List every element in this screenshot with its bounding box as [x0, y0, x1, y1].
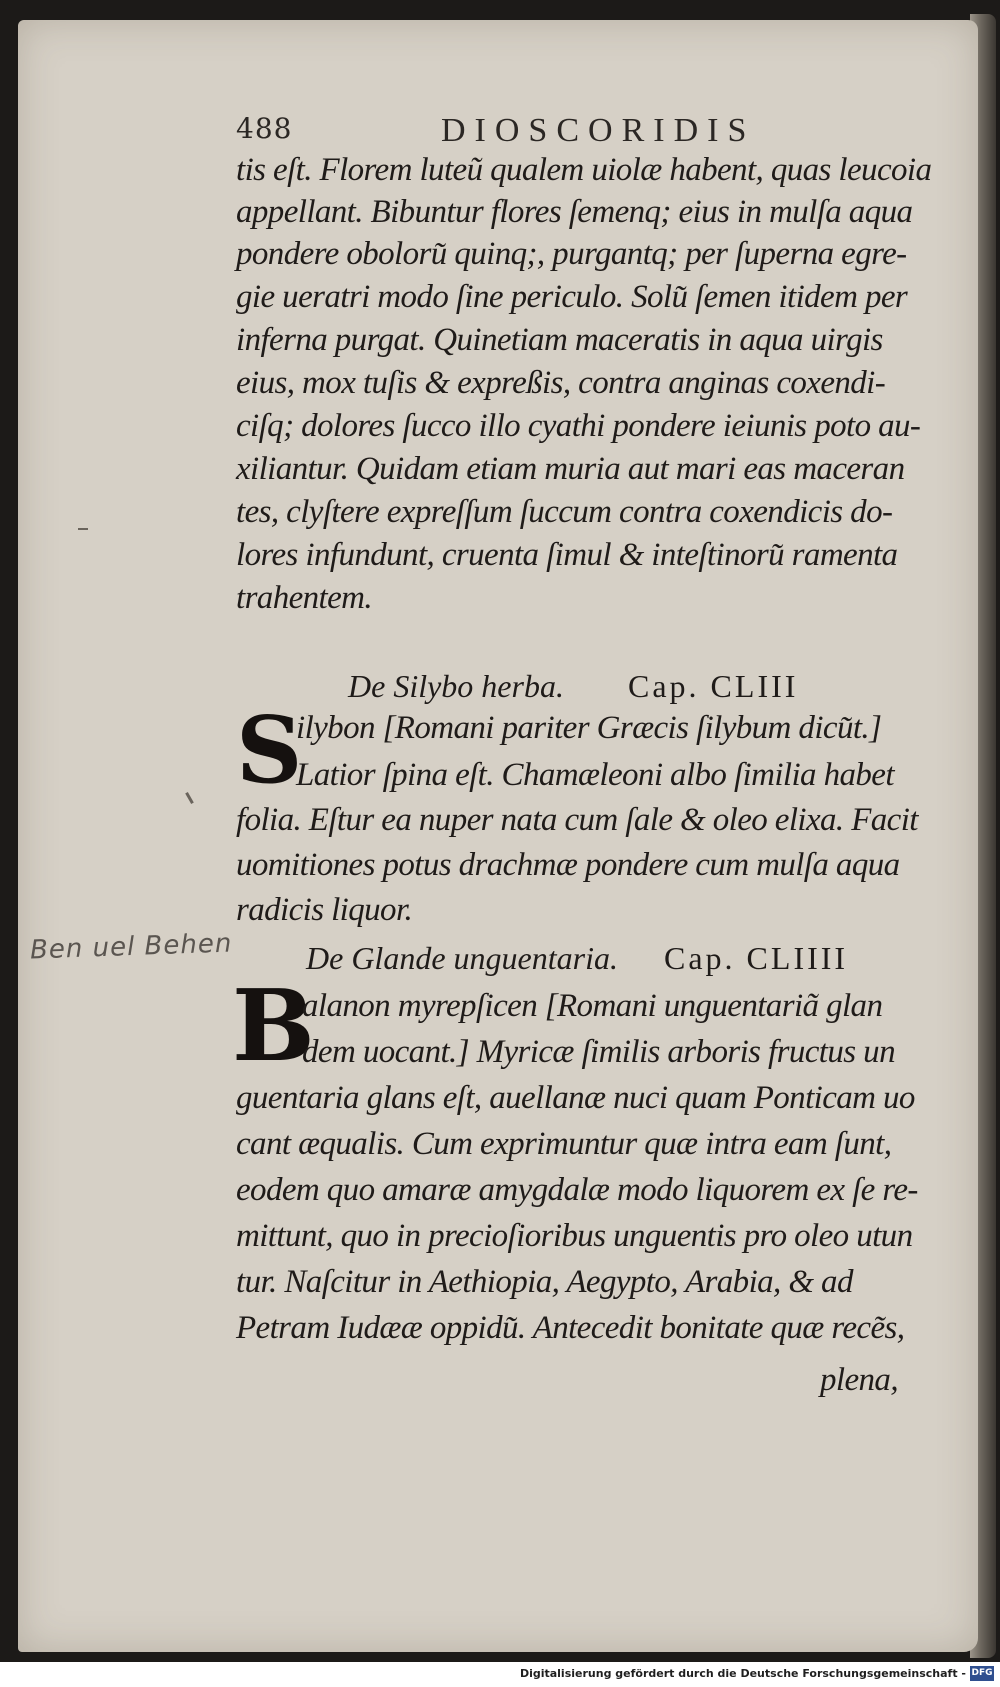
catchword: plena,: [820, 1362, 898, 1398]
chapter-line: folia. Eſtur ea nuper nata cum ſale & oleo elixa. Facit: [236, 802, 918, 838]
chapter-line: cant æqualis. Cum exprimuntur quæ intra eam ſunt,: [236, 1126, 892, 1162]
drop-cap-initial: S: [236, 696, 303, 804]
chapter-line: radicis liquor.: [236, 892, 413, 928]
chapter-line: dem uocant.] Myricæ ſimilis arboris fructus un: [302, 1034, 895, 1070]
body-line: xiliantur. Quidam etiam muria aut mari eas maceran: [236, 451, 905, 487]
body-line: trahentem.: [236, 580, 373, 616]
body-line: pondere oboloru͂ quinq;, purgantq; per ſuperna egre-: [236, 236, 907, 272]
chapter-number: Cap. CLIII: [628, 668, 799, 704]
chapter-line: eodem quo amaræ amygdalæ modo liquorem ex ſe re-: [236, 1172, 918, 1208]
footer-credit: Digitalisierung gefördert durch die Deutsche Forschungsgemeinschaft -: [519, 1667, 966, 1680]
body-line: tis eſt. Florem luteũ qualem uiolæ habent, quas leucoia: [236, 152, 932, 188]
handwritten-margin-note: Ben uel Behen: [29, 928, 233, 966]
running-head: [236, 112, 836, 152]
chapter-line: Petram Iudææ oppidu͂. Antecedit bonitate quæ rece͂s,: [236, 1310, 905, 1346]
chapter-line: ilybon [Romani pariter Græcis ſilybum dicu͂t.]: [296, 710, 882, 746]
body-line: gie ueratri modo ſine periculo. Solu͂ ſemen itidem per: [236, 279, 908, 315]
ink-mark: [78, 528, 88, 530]
chapter-title: De Silybo herba.: [348, 668, 564, 704]
body-line: appellant. Bibuntur flores ſemenq; eius in mulſa aqua: [236, 194, 913, 230]
body-line: tes, clyſtere expreſſum ſuccum contra coxendicis do-: [236, 494, 893, 530]
chapter-title: De Glande unguentaria.: [306, 940, 618, 976]
chapter-line: mittunt, quo in precioſioribus unguentis pro oleo utun: [236, 1218, 913, 1254]
page-number: 488: [236, 112, 293, 145]
footer-bar: [0, 1662, 1000, 1687]
body-line: eius, mox tuſis & expreßis, contra anginas coxendi-: [236, 365, 886, 401]
chapter-line: alanon myrepſicen [Romani unguentariã glan: [302, 988, 883, 1024]
chapter-line: tur. Naſcitur in Aethiopia, Aegypto, Arabia, & ad: [236, 1264, 853, 1300]
body-line: lores infundunt, cruenta ſimul & inteſtinoru͂ ramenta: [236, 537, 898, 573]
drop-cap-initial: B: [232, 969, 315, 1084]
chapter-line: uomitiones potus drachmæ pondere cum mulſa aqua: [236, 847, 900, 883]
chapter-line: guentaria glans eſt, auellanæ nuci quam Ponticam uo: [236, 1080, 915, 1116]
chapter-number: Cap. CLIIII: [664, 940, 849, 976]
running-title: DIOSCORIDIS: [441, 112, 756, 149]
chapter-line: Latior ſpina eſt. Chamæleoni albo ſimilia habet: [296, 757, 894, 793]
body-line: inferna purgat. Quinetiam maceratis in aqua uirgis: [236, 322, 883, 358]
body-line: ciſq; dolores ſucco illo cyathi pondere ieiunis poto au-: [236, 408, 921, 444]
dfg-logo-icon: DFG: [970, 1666, 994, 1681]
